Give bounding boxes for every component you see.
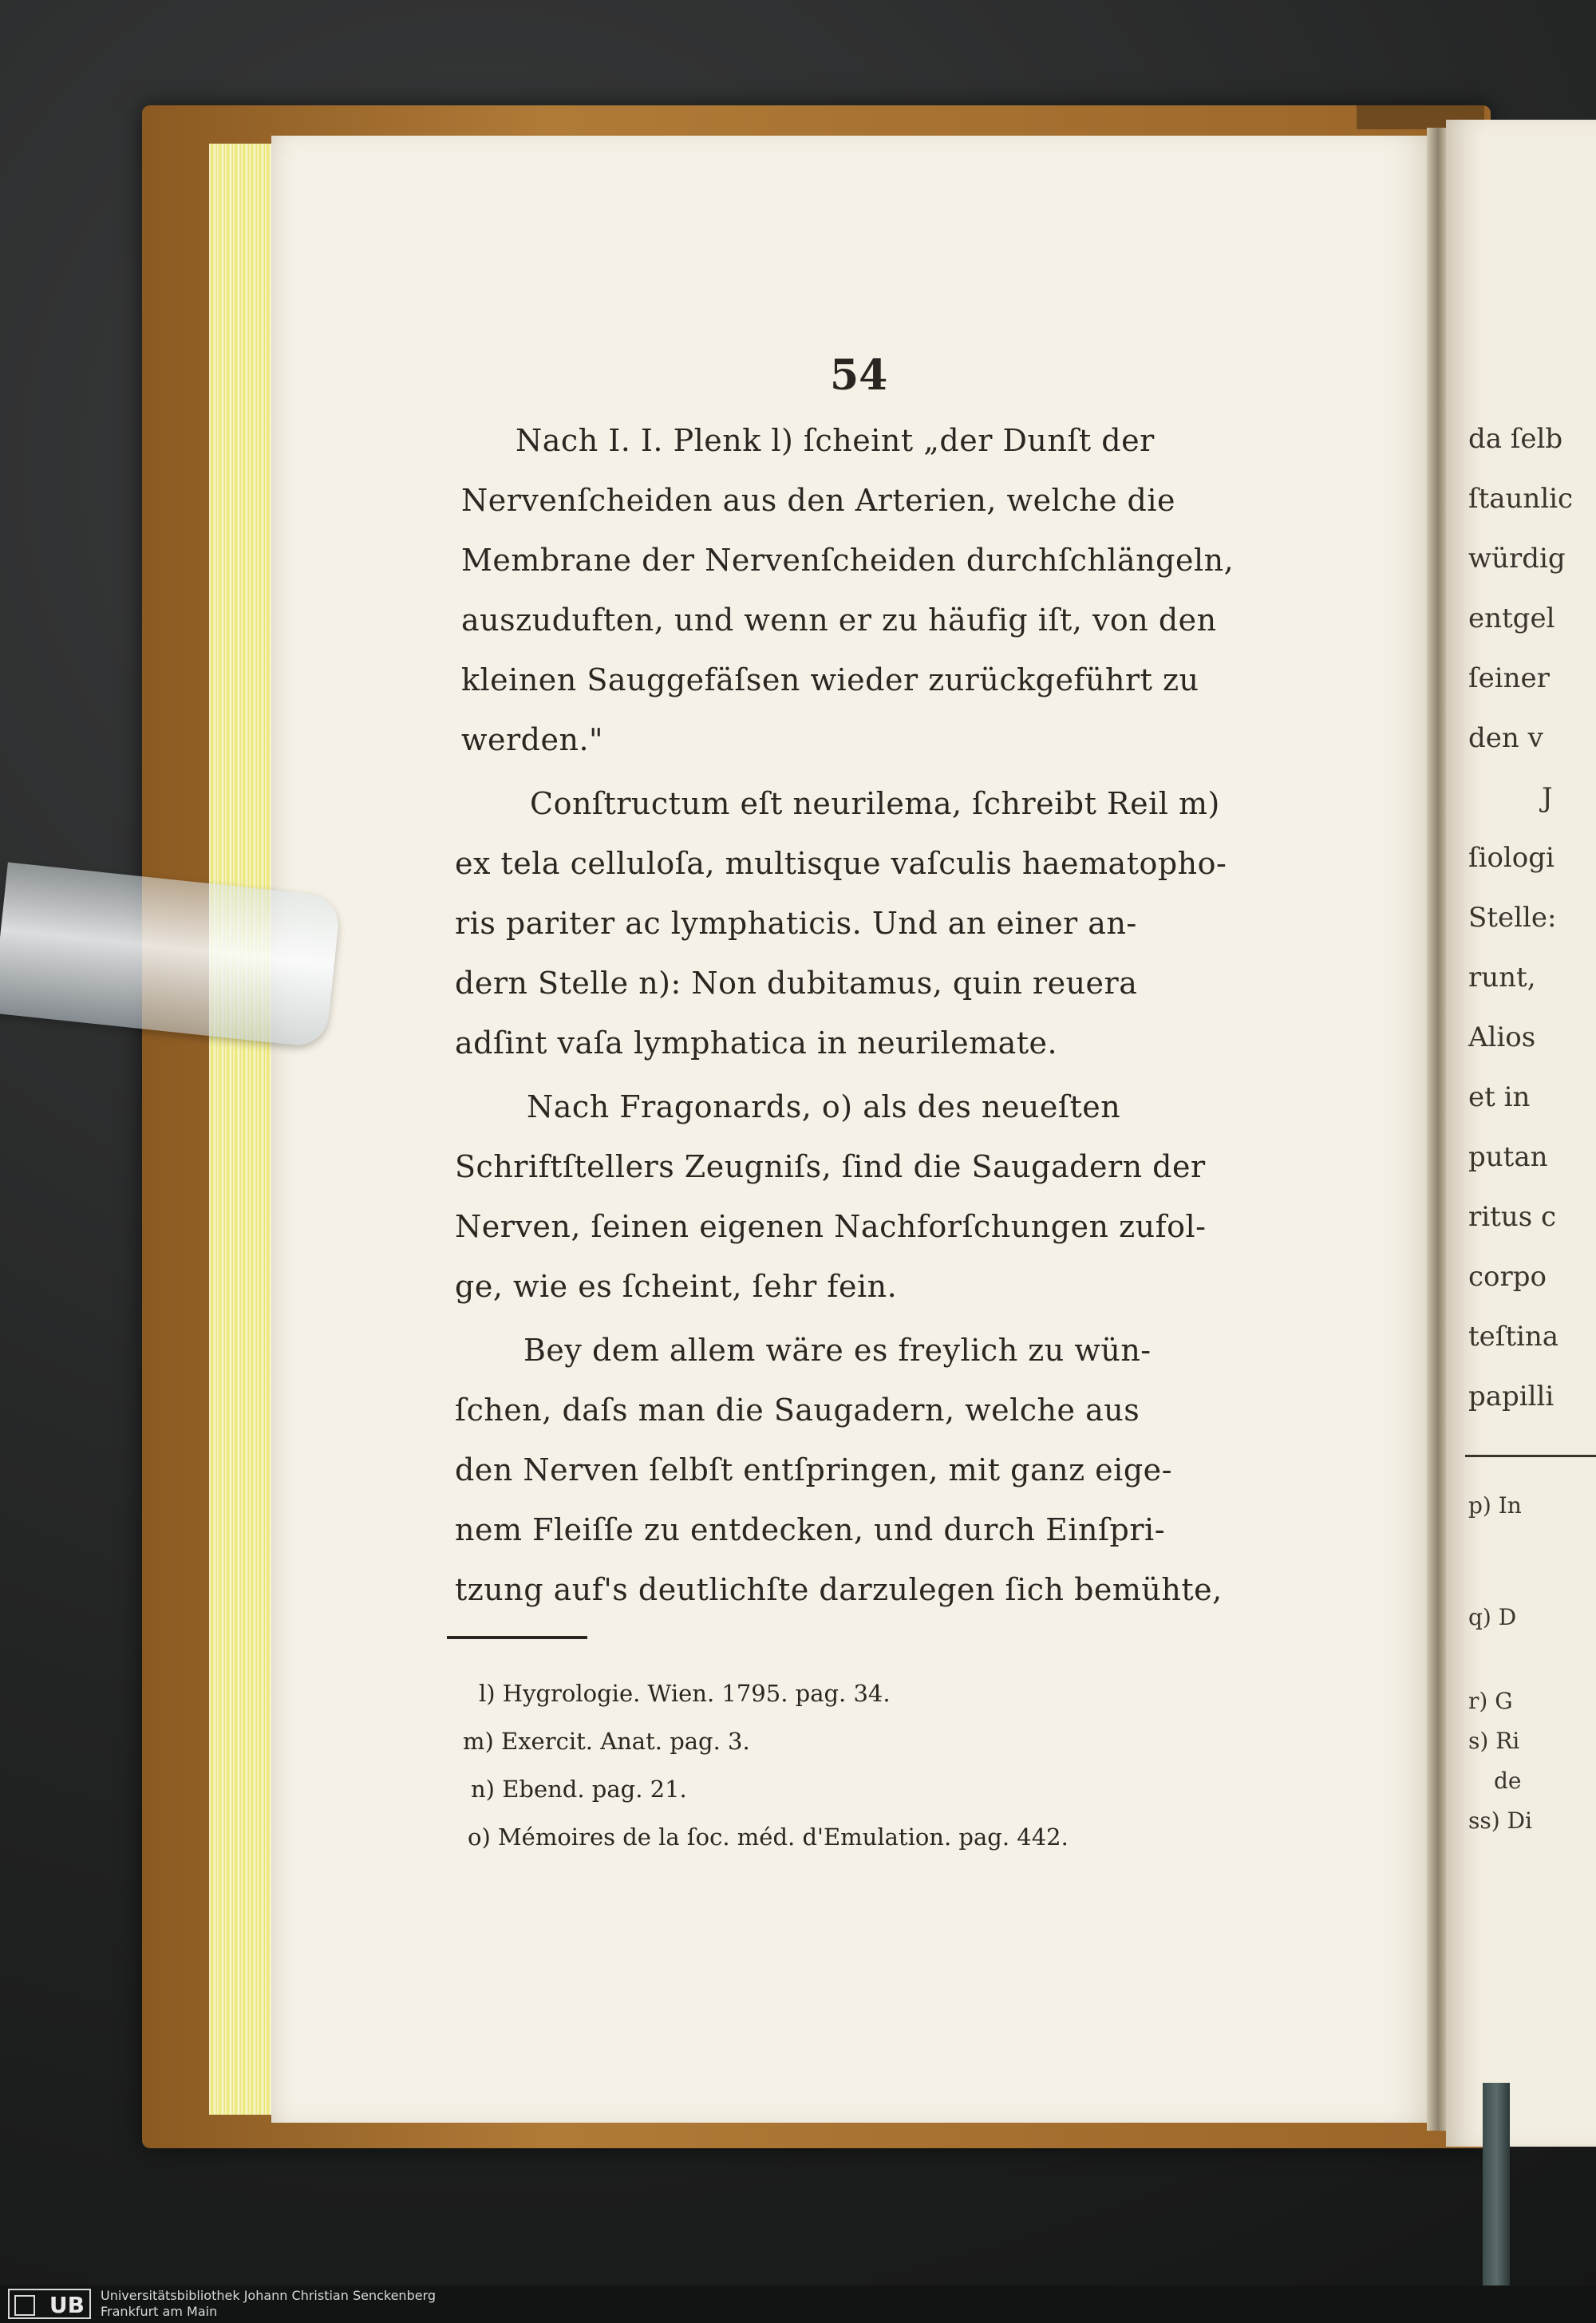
text-line: ris pariter ac lymphaticis. Und an einer an- (455, 906, 1137, 941)
facing-footnote-fragment: p) In (1468, 1492, 1522, 1519)
footnote: l) Hygrologie. Wien. 1795. pag. 34. (479, 1680, 891, 1707)
facing-text-fragment: Stelle: (1468, 902, 1557, 934)
logo-square-icon (14, 2295, 35, 2316)
footnote: o) Mémoires de la ſoc. méd. d'Emulation. pag. 442. (468, 1823, 1069, 1851)
facing-footnote-fragment: s) Ri (1468, 1728, 1520, 1754)
text-line: Nerven, ſeinen eigenen Nachforſchungen zufol- (455, 1209, 1207, 1244)
text-line: Nach I. I. Plenk l) ſcheint „der Dunſt der (516, 423, 1155, 458)
footnote: m) Exercit. Anat. pag. 3. (463, 1728, 750, 1755)
facing-text-fragment: ſeiner (1468, 662, 1550, 694)
facing-text-fragment: den v (1468, 722, 1543, 754)
library-location: Frankfurt am Main (101, 2304, 218, 2319)
facing-footnote-fragment: ss) Di (1468, 1807, 1532, 1834)
page-edges (209, 144, 281, 2115)
library-logo (8, 2289, 91, 2319)
library-name: Universitätsbibliothek Johann Christian Senckenberg (101, 2288, 437, 2303)
book-page-right (1446, 120, 1596, 2147)
text-line: Bey dem allem wäre es freylich zu wün- (523, 1333, 1152, 1368)
facing-text-fragment: Alios (1468, 1021, 1536, 1053)
facing-footnote-fragment: r) G (1468, 1688, 1513, 1714)
facing-footnote-fragment: q) D (1468, 1604, 1517, 1630)
facing-text-fragment: corpo (1468, 1261, 1547, 1293)
text-line: Nervenſcheiden aus den Arterien, welche die (461, 483, 1175, 518)
footnote: n) Ebend. pag. 21. (471, 1776, 687, 1803)
facing-text-fragment: da ſelb (1468, 423, 1563, 455)
facing-text-fragment: entgel (1468, 602, 1555, 634)
facing-text-fragment: et in (1468, 1081, 1531, 1113)
text-line: ſchen, daſs man die Saugadern, welche aus (455, 1393, 1140, 1428)
facing-text-fragment: ſiologi (1468, 842, 1555, 874)
text-line: den Nerven ſelbſt entſpringen, mit ganz eige- (455, 1452, 1172, 1487)
text-line: ge, wie es ſcheint, ſehr fein. (455, 1269, 898, 1304)
text-line: Conſtructum eſt neurilema, ſchreibt Reil m) (530, 786, 1220, 821)
facing-text-fragment: papilli (1468, 1381, 1555, 1412)
text-line: nem Fleiſſe zu entdecken, und durch Einſpri- (455, 1512, 1166, 1547)
facing-text-fragment: teſtina (1468, 1321, 1559, 1353)
text-line: ex tela celluloſa, multisque vaſculis haematopho- (455, 846, 1227, 881)
facing-text-fragment: runt, (1468, 962, 1536, 994)
text-line: dern Stelle n): Non dubitamus, quin reuera (455, 966, 1138, 1001)
page-number: 54 (830, 351, 888, 400)
text-line: Membrane der Nervenſcheiden durchſchlängeln, (461, 543, 1235, 578)
text-line: Schriftſtellers Zeugniſs, ſind die Saugadern der (455, 1149, 1206, 1184)
text-line: auszuduften, und wenn er zu häufig iſt, von den (461, 602, 1217, 638)
text-line: Nach Fragonards, o) als des neueſten (527, 1089, 1121, 1124)
text-line: adſint vaſa lymphatica in neurilemate. (455, 1025, 1058, 1061)
facing-footnote-rule (1465, 1455, 1596, 1457)
logo-text: UB (49, 2292, 85, 2318)
facing-text-fragment: putan (1468, 1141, 1548, 1173)
facing-footnote-fragment: de (1494, 1768, 1522, 1794)
facing-text-fragment: würdig (1468, 543, 1566, 575)
text-line: werden." (461, 722, 604, 757)
footnote-rule (447, 1636, 587, 1639)
facing-text-fragment: ritus c (1468, 1201, 1556, 1233)
facing-text-fragment: J (1542, 782, 1553, 814)
facing-text-fragment: ſtaunlic (1468, 483, 1574, 515)
text-line: kleinen Sauggefäſsen wieder zurückgeführt zu (461, 662, 1199, 697)
text-line: tzung auf's deutlichſte darzulegen ſich bemühte, (455, 1572, 1223, 1607)
